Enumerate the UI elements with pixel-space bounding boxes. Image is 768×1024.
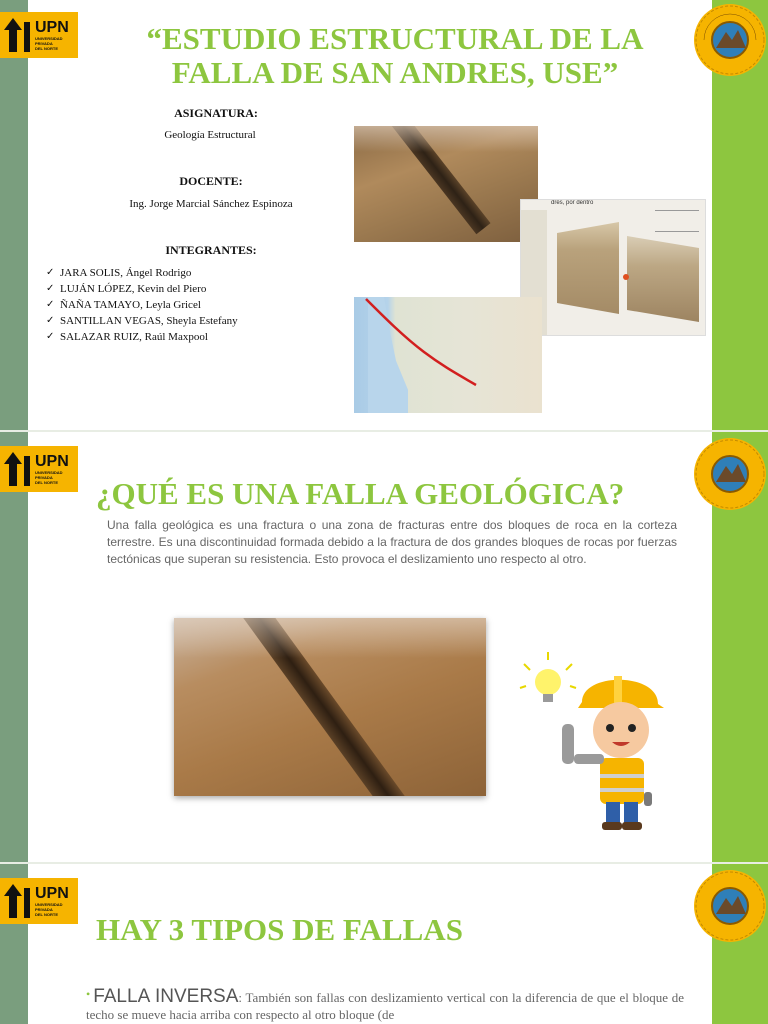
construction-worker-icon bbox=[518, 642, 678, 832]
upn-arrow-icon bbox=[4, 452, 32, 486]
fault-type-paragraph bbox=[86, 986, 684, 1023]
upn-logo-sub: UNIVERSIDAD bbox=[35, 35, 63, 41]
aerial-fault-photo bbox=[354, 126, 538, 242]
upn-logo-sub: PRIVADA bbox=[35, 474, 53, 480]
diagram-caption: drés, por dentro bbox=[551, 200, 594, 206]
asignatura-value: Geología Estructural bbox=[164, 129, 256, 141]
section-title: ¿QUÉ ES UNA FALLA GEOLÓGICA? bbox=[96, 476, 625, 511]
member-name: SANTILLAN VEGAS, Sheyla Estefany bbox=[60, 315, 238, 327]
integrantes-label: INTEGRANTES: bbox=[165, 243, 257, 257]
upn-logo-sub: DEL NORTE bbox=[35, 479, 59, 485]
upn-logo-sub: PRIVADA bbox=[35, 906, 53, 912]
aerial-fault-photo-large bbox=[174, 618, 486, 796]
upn-logo-text: UPN bbox=[35, 452, 69, 470]
member-name: JARA SOLIS, Ángel Rodrigo bbox=[60, 267, 192, 279]
member-name: SALAZAR RUIZ, Raúl Maxpool bbox=[60, 331, 208, 343]
upn-arrow-icon bbox=[4, 18, 32, 52]
left-band bbox=[0, 0, 28, 432]
check-icon: ✓ bbox=[46, 331, 55, 342]
fault-map-image bbox=[354, 297, 542, 413]
check-icon: ✓ bbox=[46, 267, 55, 278]
section-title: HAY 3 TIPOS DE FALLAS bbox=[96, 912, 463, 947]
docente-label: DOCENTE: bbox=[179, 174, 243, 188]
upn-logo-sub: UNIVERSIDAD bbox=[35, 469, 63, 475]
upn-logo-sub: UNIVERSIDAD bbox=[35, 901, 63, 907]
page-title: “ESTUDIO ESTRUCTURAL DE LA FALLA DE SAN ANDRES, USE” bbox=[146, 21, 644, 90]
upn-logo bbox=[0, 446, 78, 492]
upn-logo bbox=[0, 12, 78, 58]
member-name: ÑAÑA TAMAYO, Leyla Gricel bbox=[60, 299, 201, 311]
fault-line-icon bbox=[364, 297, 484, 387]
asignatura-label: ASIGNATURA: bbox=[174, 106, 258, 120]
upn-logo-sub: DEL NORTE bbox=[35, 45, 59, 51]
upn-logo-text: UPN bbox=[35, 18, 69, 36]
slide-fault-types bbox=[0, 864, 768, 1024]
left-band bbox=[0, 432, 28, 864]
members-list bbox=[46, 265, 238, 345]
definition-paragraph: Una falla geológica es una fractura o una zona de fracturas entre dos bloques de roca en la corteza terrestre. Es una discontinuidad formada debido a la fractura de dos grandes bloques de rocas por fuerzas tectónicas que superan su resistencia. Esto provoca el deslizamiento uno respecto al otro. bbox=[107, 518, 677, 566]
upn-logo-sub: DEL NORTE bbox=[35, 911, 59, 917]
bullet-icon: • bbox=[86, 987, 91, 1001]
slide-title bbox=[0, 0, 768, 432]
geology-seal-icon bbox=[692, 2, 768, 78]
list-item bbox=[46, 329, 238, 345]
list-item bbox=[46, 297, 238, 313]
slide-definition bbox=[0, 432, 768, 864]
check-icon: ✓ bbox=[46, 283, 55, 294]
member-name: LUJÁN LÓPEZ, Kevin del Piero bbox=[60, 283, 207, 295]
check-icon: ✓ bbox=[46, 299, 55, 310]
fault-diagram-image bbox=[520, 199, 706, 336]
geology-seal-icon bbox=[692, 436, 768, 512]
upn-arrow-icon bbox=[4, 884, 32, 918]
upn-logo-sub: PRIVADA bbox=[35, 40, 53, 46]
fault-type-name: FALLA INVERSA bbox=[93, 986, 239, 1007]
list-item bbox=[46, 265, 238, 281]
check-icon: ✓ bbox=[46, 315, 55, 326]
upn-logo-text: UPN bbox=[35, 884, 69, 902]
upn-logo bbox=[0, 878, 78, 924]
list-item bbox=[46, 313, 238, 329]
geology-seal-icon bbox=[692, 868, 768, 944]
docente-value: Ing. Jorge Marcial Sánchez Espinoza bbox=[129, 198, 293, 210]
list-item bbox=[46, 281, 238, 297]
fault-type-description: : También son fallas con deslizamiento vertical con la diferencia de que el bloque de techo se mueve hacia arriba con respecto al otro bloque (de bbox=[86, 990, 684, 1022]
